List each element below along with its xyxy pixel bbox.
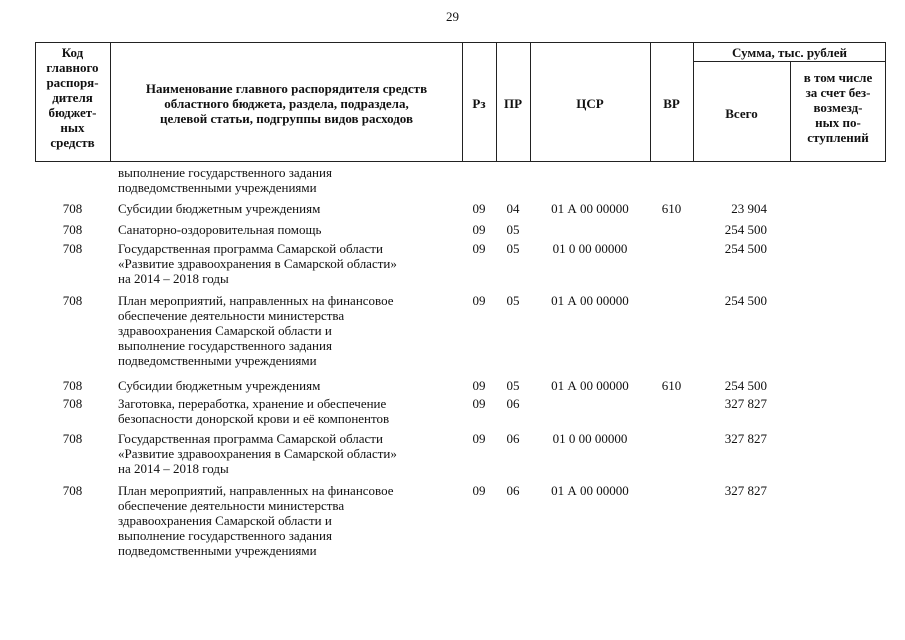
header-csr: ЦСР [576, 96, 604, 111]
row-kod: 708 [62, 378, 83, 393]
table-row-name: Субсидии бюджетным учреждениям [118, 201, 321, 216]
row-pr: 04 [506, 201, 520, 216]
row-kod: 708 [62, 396, 83, 411]
row-csr: 01 А 00 00000 [551, 378, 629, 393]
row-vsego: 327 827 [724, 396, 767, 411]
row-kod: 708 [62, 201, 83, 216]
page-number: 29 [446, 9, 459, 24]
row-kod: 708 [62, 431, 83, 446]
table-row-name: Санаторно-оздоровительная помощь [118, 222, 322, 237]
row-vr: 610 [661, 378, 682, 393]
row-pr: 05 [506, 222, 520, 237]
row-rz: 09 [472, 222, 486, 237]
row-csr: 01 А 00 00000 [551, 293, 629, 308]
header-vsego: Всего [725, 106, 758, 121]
row-csr: 01 0 00 00000 [552, 241, 628, 256]
table-row-name: Государственная программа Самарской области «Развитие здравоохранения в Самарской области» на 2014 – 2018 годы [118, 241, 397, 286]
header-summa: Сумма, тыс. рублей [732, 45, 847, 60]
row-rz: 09 [472, 201, 486, 216]
row-kod: 708 [62, 293, 83, 308]
table-row-name: Субсидии бюджетным учреждениям [118, 378, 321, 393]
row-rz: 09 [472, 396, 486, 411]
row-rz: 09 [472, 431, 486, 446]
header-kod: Код главного распоря- дителя бюджет- ных средств [46, 45, 99, 150]
row-csr: 01 0 00 00000 [552, 431, 628, 446]
row-rz: 09 [472, 293, 486, 308]
row-pr: 05 [506, 378, 520, 393]
row-vsego: 254 500 [724, 293, 767, 308]
row-rz: 09 [472, 483, 486, 498]
header-naim: Наименование главного распорядителя средств областного бюджета, раздела, подраздела, целевой статьи, подгруппы видов расходов [145, 81, 428, 126]
table-row-name: План мероприятий, направленных на финансовое обеспечение деятельности министерства здравоохранения Самарской области и выполнение государственного задания подведомственными учреждениями [118, 483, 394, 558]
table-row-name: Государственная программа Самарской области «Развитие здравоохранения в Самарской области» на 2014 – 2018 годы [118, 431, 397, 476]
row-pr: 05 [506, 293, 520, 308]
row-kod: 708 [62, 222, 83, 237]
row-vsego: 254 500 [724, 241, 767, 256]
table-row-name: выполнение государственного задания подведомственными учреждениями [118, 165, 332, 195]
row-vr: 610 [661, 201, 682, 216]
header-pr: ПР [503, 96, 523, 111]
header-rz: Рз [472, 96, 486, 111]
table-row-name: Заготовка, переработка, хранение и обеспечение безопасности донорской крови и её компонентов [118, 396, 390, 426]
table-row-name: План мероприятий, направленных на финансовое обеспечение деятельности министерства здравоохранения Самарской области и выполнение государственного задания подведомственными учреждениями [118, 293, 394, 368]
row-csr: 01 А 00 00000 [551, 201, 629, 216]
header-vr: ВР [663, 96, 680, 111]
row-rz: 09 [472, 378, 486, 393]
row-kod: 708 [62, 241, 83, 256]
row-vsego: 327 827 [724, 483, 767, 498]
row-pr: 06 [506, 431, 520, 446]
row-vsego: 23 904 [731, 201, 767, 216]
header-vtom: в том числе за счет без- возмезд- ных по- ступлений [803, 70, 873, 145]
row-csr: 01 А 00 00000 [551, 483, 629, 498]
row-pr: 06 [506, 396, 520, 411]
summa-divider [693, 61, 886, 62]
row-rz: 09 [472, 241, 486, 256]
row-vsego: 327 827 [724, 431, 767, 446]
row-vsego: 254 500 [724, 378, 767, 393]
column-divider [693, 42, 694, 162]
row-kod: 708 [62, 483, 83, 498]
row-pr: 05 [506, 241, 520, 256]
row-pr: 06 [506, 483, 520, 498]
row-vsego: 254 500 [724, 222, 767, 237]
